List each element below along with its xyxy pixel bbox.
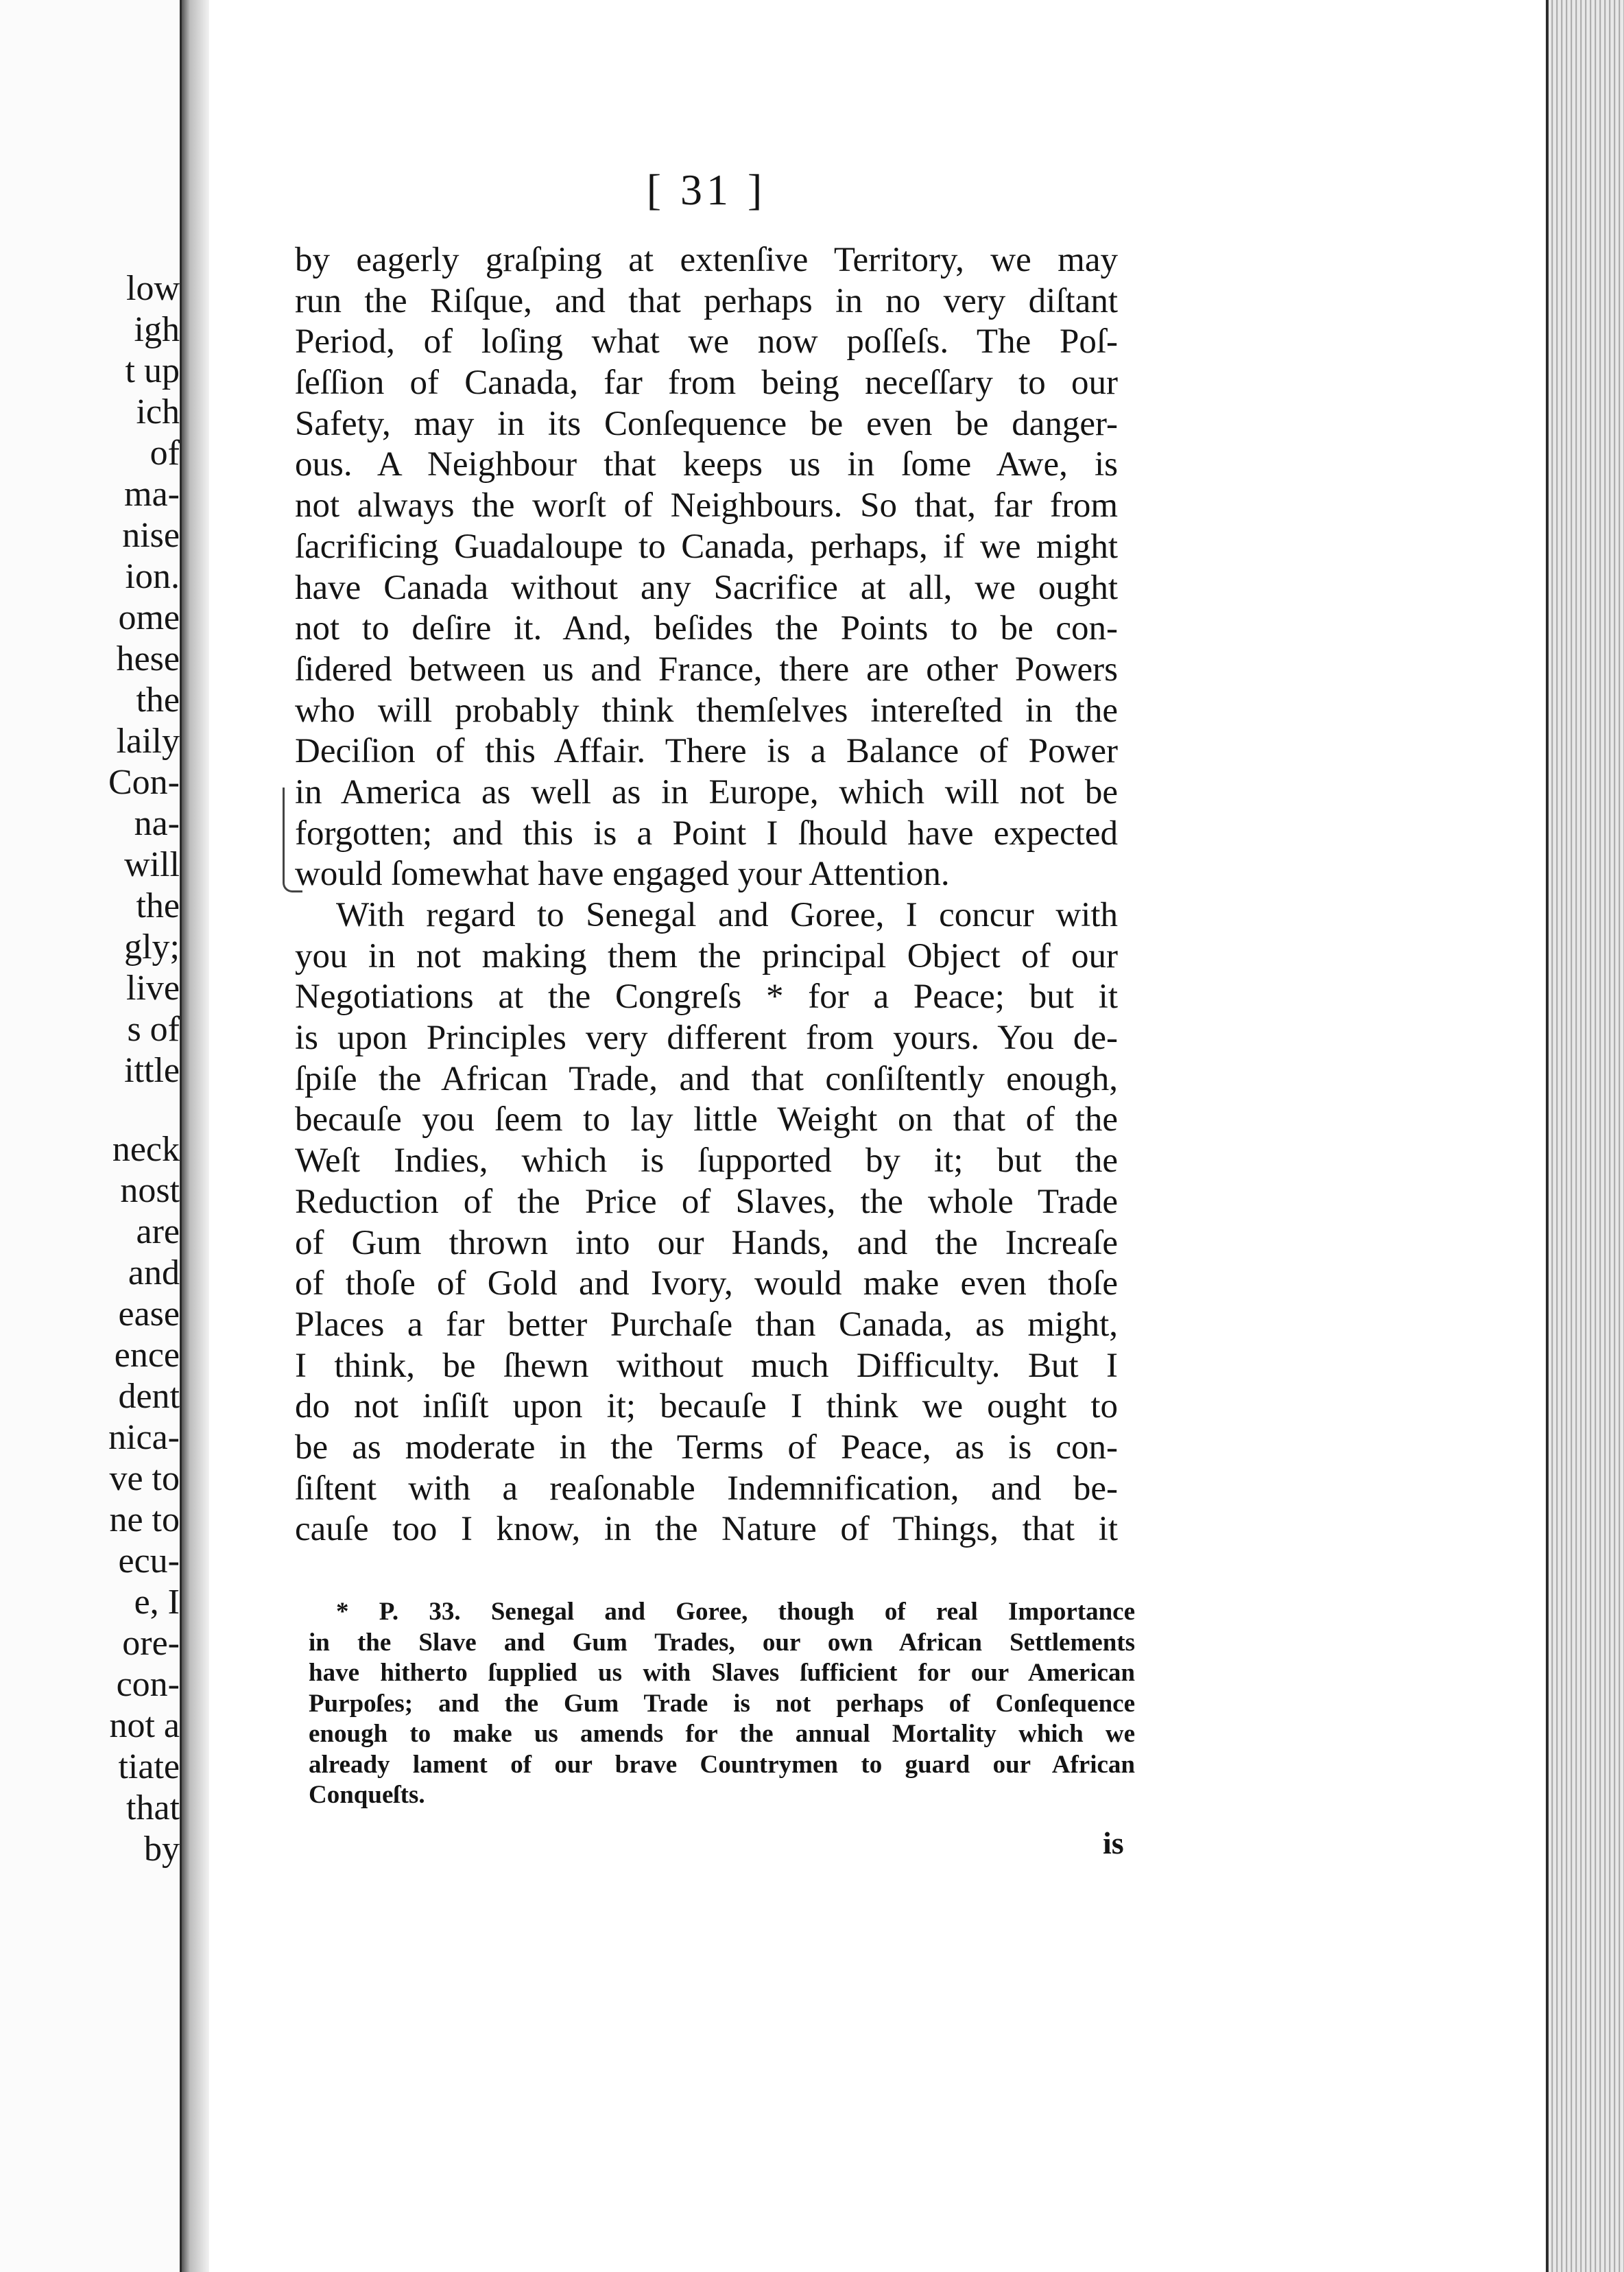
text-line: ſidered between us and France, there are other Powers: [295, 650, 1118, 689]
text-line: Period, of loſing what we now poſſeſs. The Poſ-: [295, 322, 1118, 362]
facing-page-fragment: t up: [125, 351, 180, 390]
facing-page-fragment: hese: [116, 639, 180, 678]
facing-page-fragment: low: [126, 269, 180, 308]
text-line: be as moderate in the Terms of Peace, as is con-: [295, 1428, 1118, 1467]
facing-page-fragment: the: [136, 886, 180, 925]
footnote-line: * P. 33. Senegal and Goree, though of real Importance: [336, 1598, 1135, 1626]
marginal-bracket-mark: [283, 788, 302, 892]
text-line: Reduction of the Price of Slaves, the whole Trade: [295, 1182, 1118, 1221]
book-gutter: [182, 0, 209, 2272]
facing-page-fragment: igh: [134, 310, 180, 349]
facing-page-fragment: ve to: [109, 1459, 180, 1498]
footnote-line: enough to make us amends for the annual Mortality which we: [309, 1720, 1135, 1748]
text-line: cauſe too I know, in the Nature of Things, that it: [295, 1510, 1118, 1549]
facing-page-fragment: and: [128, 1253, 180, 1292]
text-line: by eagerly graſping at extenſive Territory, we may: [295, 241, 1118, 279]
text-line: ſiſtent with a reaſonable Indemnification, and be-: [295, 1469, 1118, 1508]
text-line: ſpiſe the African Trade, and that conſiſtently enough,: [295, 1059, 1118, 1098]
footnote-line: in the Slave and Gum Trades, our own African Settlements: [309, 1628, 1135, 1657]
facing-page-fragment: by: [144, 1830, 180, 1869]
facing-page-fragment: dent: [118, 1377, 180, 1416]
footnote-line: Purpoſes; and the Gum Trade is not perhaps of Conſequence: [309, 1689, 1135, 1718]
text-line: Places a far better Purchaſe than Canada, as might,: [295, 1305, 1118, 1344]
text-line: is upon Principles very different from yours. You de-: [295, 1019, 1118, 1058]
text-line: would ſomewhat have engaged your Attention.: [295, 855, 950, 894]
footnote-line: already lament of our brave Countrymen to guard our African: [309, 1750, 1135, 1779]
facing-page-fragment: nise: [122, 516, 180, 555]
text-line: forgotten; and this is a Point I ſhould have expected: [295, 814, 1118, 853]
text-line: you in not making them the principal Object of our: [295, 936, 1118, 975]
text-line: Negotiations at the Congreſs * for a Peace; but it: [295, 978, 1118, 1017]
page-edges: [1549, 0, 1624, 2272]
facing-page-fragment: con-: [116, 1665, 180, 1704]
text-line: run the Riſque, and that perhaps in no very diſtant: [295, 281, 1118, 320]
facing-page-fragment: ittle: [124, 1051, 180, 1090]
facing-page-fragment: e, I: [134, 1583, 180, 1622]
text-line: With regard to Senegal and Goree, I concur with: [336, 896, 1118, 934]
facing-page-fragment: that: [126, 1788, 180, 1827]
text-line: not always the worſt of Neighbours. So that, far from: [295, 486, 1118, 525]
facing-page-fragment: neck: [112, 1130, 180, 1169]
facing-page-fragment: ecu-: [118, 1541, 180, 1581]
text-line: of thoſe of Gold and Ivory, would make even thoſe: [295, 1264, 1118, 1303]
text-line: in America as well as in Europe, which will not be: [295, 772, 1118, 812]
facing-page-fragment: of: [150, 434, 180, 473]
footnote: [309, 1597, 1135, 1811]
facing-page-fragment: laily: [116, 722, 180, 761]
facing-page-fragment: will: [124, 845, 180, 884]
body-text: [295, 240, 1118, 1550]
facing-page-fragment: the: [136, 681, 180, 720]
text-line: Safety, may in its Conſequence be even be danger-: [295, 404, 1118, 443]
facing-page-fragment: live: [126, 969, 180, 1008]
footnote-line: Conqueſts.: [309, 1781, 425, 1809]
facing-page-fragment: ich: [136, 392, 180, 431]
text-line: ſacrificing Guadaloupe to Canada, perhaps, if we might: [295, 527, 1118, 566]
facing-page-fragment: nost: [120, 1171, 180, 1210]
facing-page-fragment: gly;: [124, 927, 180, 967]
page-number: [ 31 ]: [646, 165, 767, 214]
text-line: have Canada without any Sacrifice at all, we ought: [295, 568, 1118, 607]
facing-page-fragment: ore-: [122, 1624, 180, 1663]
facing-page-fragment: s of: [127, 1010, 180, 1049]
text-line: not to deſire it. And, beſides the Points to be con-: [295, 609, 1118, 648]
facing-page: [0, 0, 182, 2272]
text-line: do not inſiſt upon it; becauſe I think we ought to: [295, 1387, 1118, 1426]
facing-page-fragment: na-: [134, 804, 180, 843]
facing-page-fragment: nica-: [108, 1418, 180, 1457]
facing-page-fragment: ome: [118, 598, 180, 637]
facing-page-fragment: not a: [109, 1706, 180, 1745]
text-line: Deciſion of this Affair. There is a Balance of Power: [295, 732, 1118, 771]
catchword: is: [1103, 1825, 1124, 1860]
facing-page-fragment: tiate: [118, 1747, 180, 1786]
facing-page-fragment: Con-: [108, 763, 180, 802]
text-line: Weſt Indies, which is ſupported by it; but the: [295, 1141, 1118, 1181]
text-line: becauſe you ſeem to lay little Weight on that of the: [295, 1100, 1118, 1139]
facing-page-fragment: are: [136, 1212, 180, 1251]
text-line: ous. A Neighbour that keeps us in ſome Awe, is: [295, 445, 1118, 484]
footnote-line: have hitherto ſupplied us with Slaves ſufficient for our American: [309, 1659, 1135, 1687]
facing-page-fragment: ence: [114, 1336, 180, 1375]
text-line: ſeſſion of Canada, far from being neceſſary to our: [295, 364, 1118, 403]
facing-page-fragment: ease: [118, 1294, 180, 1334]
facing-page-fragment: ne to: [109, 1500, 180, 1539]
facing-page-fragment: ma-: [124, 475, 180, 514]
text-line: of Gum thrown into our Hands, and the Increaſe: [295, 1223, 1118, 1262]
text-line: who will probably think themſelves intereſted in the: [295, 691, 1118, 730]
text-line: I think, be ſhewn without much Difficulty. But I: [295, 1346, 1118, 1385]
facing-page-fragment: ion.: [125, 557, 180, 596]
